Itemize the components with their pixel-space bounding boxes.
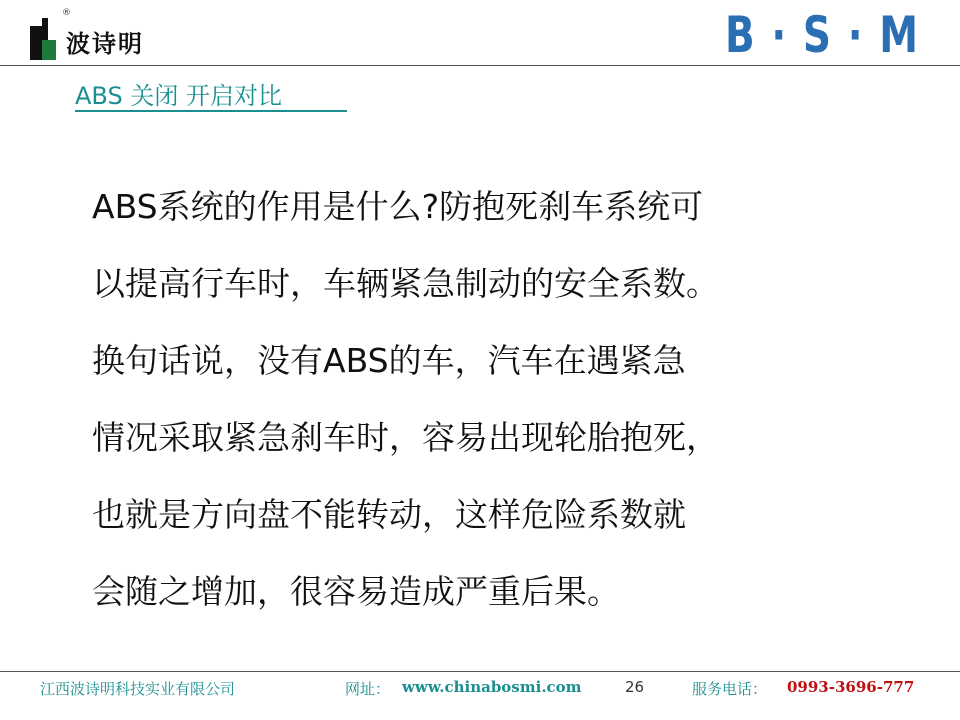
logo-text: 波诗明 xyxy=(66,30,144,58)
slide-body xyxy=(92,168,892,630)
footer-company: 江西波诗明科技实业有限公司 xyxy=(40,680,236,698)
footer-phone: 0993-3696-777 xyxy=(787,678,915,696)
footer-web-label: 网址： xyxy=(345,680,391,698)
body-line: 也就是方向盘不能转动，这样危险系数就 xyxy=(92,495,686,534)
registered-mark: ® xyxy=(62,8,71,18)
footer-divider xyxy=(0,671,960,672)
logo-mark-icon xyxy=(30,18,60,60)
company-logo xyxy=(30,8,190,60)
slide-subtitle: ABS 关闭 开启对比 xyxy=(75,82,282,110)
brand-mark: B · S · M xyxy=(725,6,920,64)
body-line: 会随之增加，很容易造成严重后果。 xyxy=(92,572,620,611)
page-number: 26 xyxy=(625,678,645,696)
body-line: 以提高行车时，车辆紧急制动的安全系数。 xyxy=(92,264,719,303)
footer-phone-label: 服务电话： xyxy=(692,680,768,698)
header-divider xyxy=(0,65,960,66)
body-line: 情况采取紧急刹车时，容易出现轮胎抱死， xyxy=(92,418,719,457)
subtitle-underline xyxy=(75,110,347,112)
body-line: 换句话说，没有ABS的车，汽车在遇紧急 xyxy=(92,341,686,380)
footer-website-link[interactable]: www.chinabosmi.com xyxy=(402,678,582,696)
body-line: ABS系统的作用是什么?防抱死刹车系统可 xyxy=(92,187,704,226)
